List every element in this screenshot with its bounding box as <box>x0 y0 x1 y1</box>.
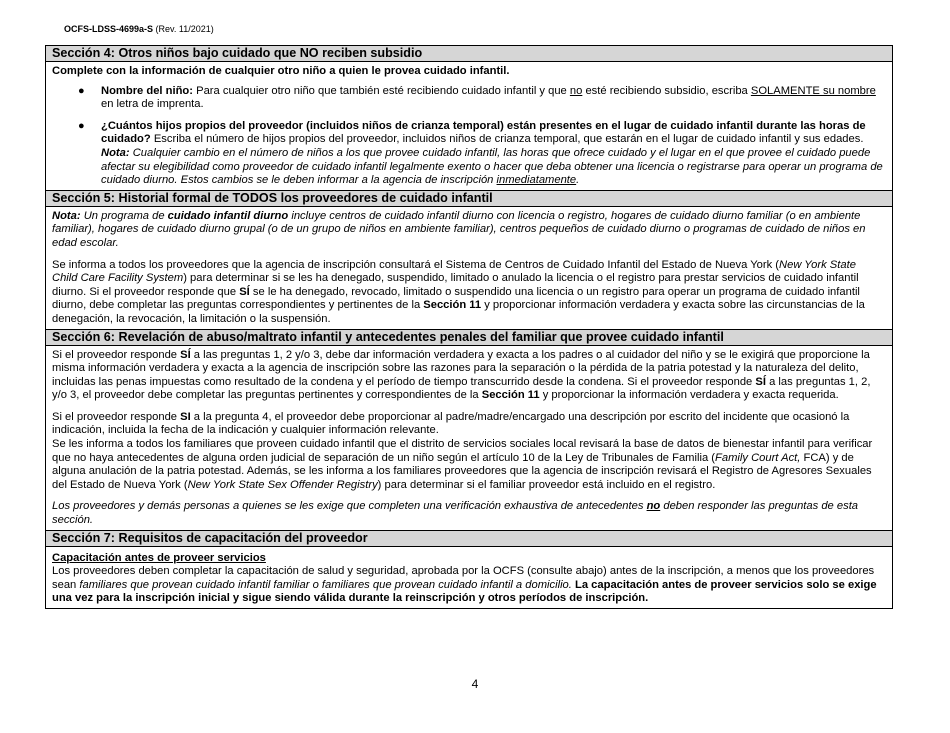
form-identifier <box>64 24 214 34</box>
section-7-body <box>46 547 892 608</box>
section-6-body <box>46 346 892 530</box>
section-5-paragraph: Se informa a todos los proveedores que la agencia de inscripción consultará el Sistema de Centros de Cuidado Infantil del Estado de Nueva York (New York State Child Care Facility System) para determinar si se les ha denegado, suspendido, limitado o anulado la licencia o el registro para prestar servicios de cuidado infantil diurno. Si el proveedor responde que SÍ se le ha denegado, revocado, limitado o suspendido una licencia o un registro para operar un programa de cuidado infantil diurno, debe completar las preguntas correspondientes y pertinentes de la Sección 11 y proporcionar información verdadera y exacta sobre las circunstancias de la denegación, la revocación, la limitación o la suspensión. <box>52 258 865 325</box>
form-code: OCFS-LDSS-4699a-S <box>64 24 154 34</box>
section-4-header: Sección 4: Otros niños bajo cuidado que NO reciben subsidio <box>46 45 892 62</box>
section-4-intro: Complete con la información de cualquier otro niño a quien le provea cuidado infantil. <box>52 65 510 77</box>
bullet-icon: ● <box>78 119 85 132</box>
section-6-paragraph-3: Se les informa a todos los familiares que proveen cuidado infantil que el distrito de servicios sociales local revisará la base de datos de bienestar infantil para verificar que no haya antecedentes de alguna orden judicial de separación de un niño según el artículo 10 de la Ley de Tribunales de Familia (Family Court Act, FCA) y de alguna anulación de la patria potestad. Además, se les informa a los familiares proveedores que la agencia de inscripción revisará el Registro de Agresores Sexuales del Estado de Nueva York (New York State Sex Offender Registry) para determinar si el familiar proveedor está incluido en el registro. <box>52 438 873 491</box>
form-revision: (Rev. 11/2021) <box>155 24 214 34</box>
bullet-icon: ● <box>78 84 85 97</box>
section-6-paragraph-4: Los proveedores y demás personas a quienes se les exige que completen una verificación exhaustiva de antecedentes no deben responder las preguntas de esta sección. <box>52 500 859 527</box>
bullet-provider-children: ● ¿Cuántos hijos propios del proveedor (incluidos niños de crianza temporal) están presentes en el lugar de cuidado infantil durante las horas de cuidado? Escriba el número de hijos propios del proveedor, incluidos niños de crianza temporal, que estarán en el lugar de cuidado infantil y sus edades. Nota: Cualquier cambio en el número de niños a los que provee cuidado infantil, las horas que ofrece cuidado y el lugar en el que provee el cuidado puede afectar su elegibilidad como proveedor de cuidado infantil legalmente exento o hacer que deba obtener una licencia o registrarse para operar un programa de cuidado diurno. Estos cambios se le deben informar a la agencia de inscripción inmediatamente. <box>78 119 883 187</box>
section-5-header: Sección 5: Historial formal de TODOS los proveedores de cuidado infantil <box>46 190 892 207</box>
section-4-body <box>46 62 892 190</box>
page-number: 4 <box>471 677 479 691</box>
bullet-child-name: ● Nombre del niño: Para cualquier otro niño que también esté recibiendo cuidado infantil y que no esté recibiendo subsidio, escriba SOLAMENTE su nombre en letra de imprenta. <box>78 84 876 111</box>
section-6-paragraph-2: Si el proveedor responde SI a la pregunta 4, el proveedor debe proporcionar al padre/madre/encargado una descripción por escrito del incidente que ocasionó la indicación, incluida la fecha de la indicación y cualquier información relevante. <box>52 410 850 437</box>
section-7-header: Sección 7: Requisitos de capacitación del proveedor <box>46 530 892 547</box>
section-6-paragraph-1: Si el proveedor responde SÍ a las preguntas 1, 2 y/o 3, debe dar información verdadera y exacta a los padres o al cuidador del niño y se le exigirá que proporcione la misma información verdadera y exacta a la agencia de inscripción sobre las razones para la separación o la pérdida de la patria potestad y la naturaleza del delito, incluidas las penas impuestas como resultado de la condena y el período de tiempo transcurrido desde la condena. Si el proveedor responde SÍ a las preguntas 1, 2, y/o 3, el proveedor debe completar las preguntas pertinentes y correspondientes de la Sección 11 y proporcionar la información verdadera y exacta requerida. <box>52 348 871 402</box>
section-4-note: Nota: Cualquier cambio en el número de niños a los que provee cuidado infantil, las horas que ofrece cuidado y el lugar en el que provee el cuidado puede afectar su elegibilidad como proveedor de cuidado infantil legalmente exento o hacer que deba obtener una licencia o registrarse para operar un programa de cuidado diurno. Estos cambios se le deben informar a la agencia de inscripción inmediatamente. <box>101 146 883 187</box>
section-7-paragraph: Los proveedores deben completar la capacitación de salud y seguridad, aprobada por la OCFS (consulte abajo) antes de la inscripción, a menos que los proveedores sean familiares que provean cuidado infantil familiar o familiares que provean cuidado infantil a domicilio. La capacitación antes de proveer servicios solo se exige una vez para la inscripción inicial y sigue siendo válida durante la reinscripción y otros períodos de inscripción. <box>52 565 877 605</box>
section-5-body <box>46 207 892 329</box>
section-7-subheading: Capacitación antes de proveer servicios <box>52 551 266 564</box>
form-document <box>45 45 893 609</box>
section-6-header: Sección 6: Revelación de abuso/maltrato infantil y antecedentes penales del familiar que provee cuidado infantil <box>46 329 892 346</box>
section-5-note: Nota: Un programa de cuidado infantil diurno incluye centros de cuidado infantil diurno con licencia o registro, hogares de cuidado diurno familiar (o en ambiente familiar), hogares de cuidado diurno grupal (o de un grupo de niños en ambiente familiar), centros pequeños de cuidado diurno o programas de cuidado de niños en edad escolar. <box>52 209 866 249</box>
